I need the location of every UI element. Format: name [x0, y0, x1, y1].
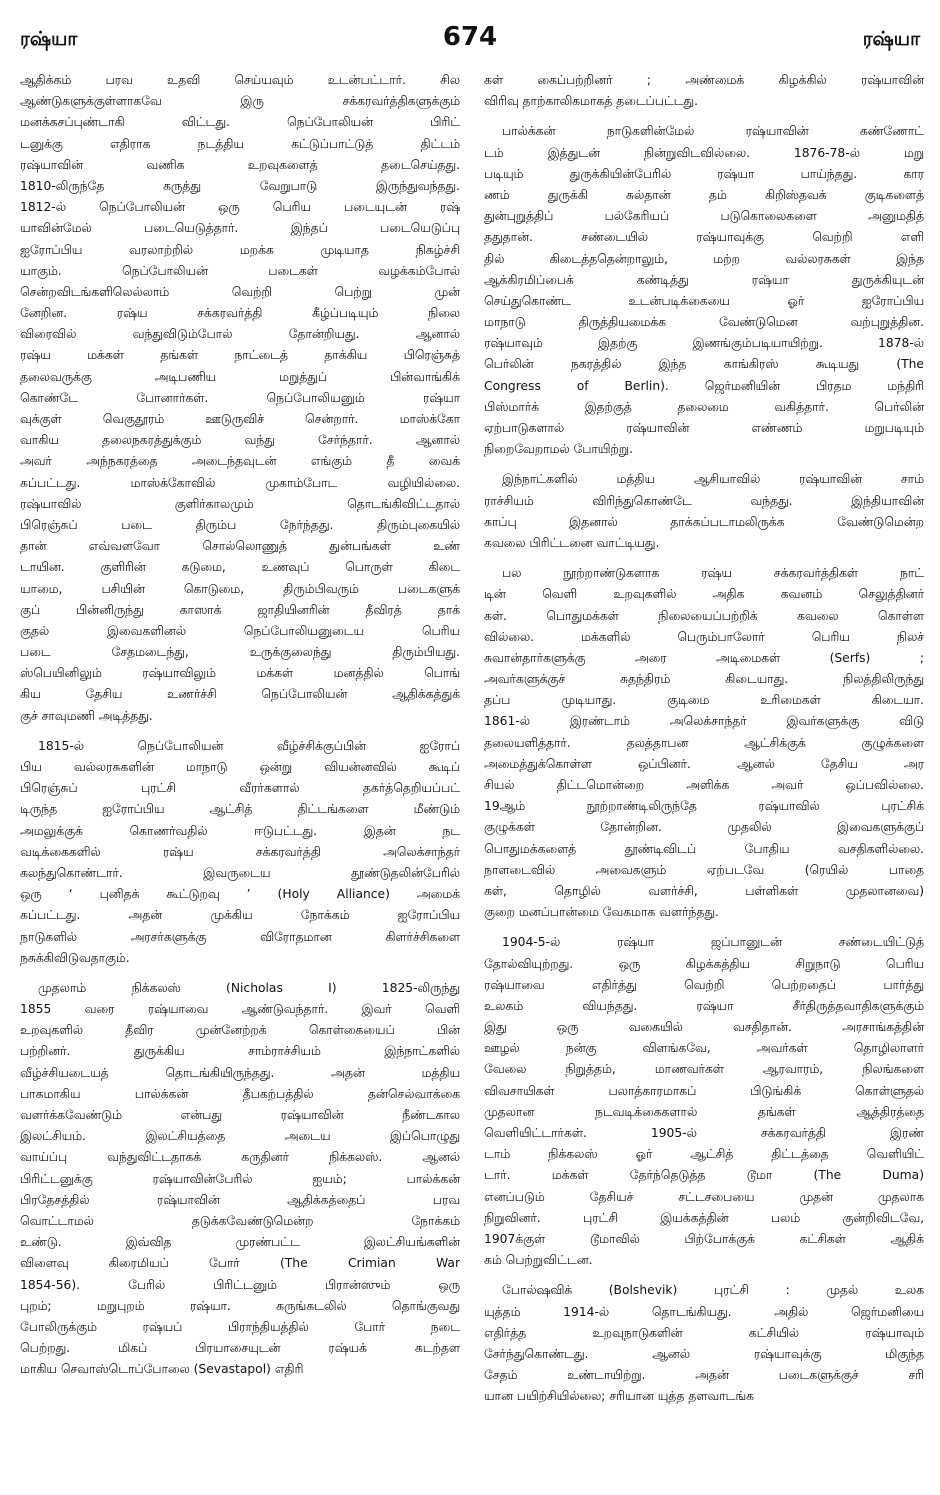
text-line: எனப்படும் தேசியச் சட்டசபையை முதன் முதலாக — [484, 1189, 924, 1204]
text-line: இந்நாட்களில் மத்திய ஆசியாவில் ரஷ்யாவின் சாம் — [502, 472, 924, 487]
text-line: 1854-56). பேரில் பிரிட்டனும் பிரான்ஸும் ஒரு — [20, 1277, 460, 1292]
paragraph-gap — [484, 1271, 924, 1280]
paragraph — [484, 1280, 924, 1407]
text-line: னேறின. ரஷ்ய சக்கரவர்த்தி கீழ்ப்படியும் நிலை — [20, 306, 460, 321]
text-line: இலட்சியம். இலட்சியத்தை அடைய இப்பொழுது — [20, 1129, 460, 1144]
text-line: யான பயிற்சியில்லை; சரியான யுத்த தளவாடங்க — [484, 1389, 754, 1404]
text-line: உலகம் வியந்தது. ரஷ்யா சீர்திருத்தவாதிகளுக்கும் — [484, 998, 924, 1013]
running-head-left: ரஷ்யா — [20, 28, 78, 50]
text-line: ரஷ்யாவை எதிர்த்து வெற்றி பெற்றதைப் பார்த்து — [484, 977, 924, 992]
text-line: நசுக்கிவிடுவதாகும். — [20, 950, 130, 965]
paragraph — [20, 736, 460, 969]
paragraph — [484, 469, 924, 554]
text-line: மாகிய செவாஸ்டொப்போலை (Sevastapol) எதிரி — [20, 1362, 304, 1377]
text-line: 1812-ல் நெப்போலியன் ஒரு பெரிய படையுடன் ரஷ் — [20, 200, 460, 215]
text-line: கலந்துகொண்டார். இவருடைய தூண்டுதலின்பேரில் — [20, 865, 460, 880]
text-line: அவர்களுக்குச் சுதந்திரம் கிடையாது. நிலத்திலிருந்து — [484, 672, 924, 687]
text-line: வாய்ப்பு வந்துவிட்டதாகக் கருதினர் நிக்கலஸ். ஆனல் — [20, 1150, 460, 1165]
text-line: வில்லை. மக்களில் பெரும்பாலோர் பெரிய நிலச் — [484, 629, 924, 644]
text-line: ஆதிக்கம் பரவ உதவி செய்யவும் உடன்பட்டார். சில — [20, 73, 460, 87]
text-line: ஸ்பெயினிலும் ரஷ்யாவிலும் மக்கள் மனத்தில் பொங் — [20, 666, 460, 681]
text-line: ஒரு ‘ புனிதக் கூட்டுறவு ’ (Holy Alliance) அமைக் — [20, 887, 460, 902]
paragraph-gap — [484, 923, 924, 932]
text-line: படியும் துருக்கியின்பேரில் ரஷ்யா பாய்ந்தது. கார — [484, 166, 924, 181]
text-line: கள் கைப்பற்றினர் ; அண்மைக் கிழக்கில் ரஷ்யாவின் — [484, 73, 924, 87]
text-line: வேலை நிறுத்தம், மாணவர்கள் ஆரவாரம், நிலங்களை — [484, 1062, 924, 1077]
text-line: முதலான நடவடிக்கைகளால் தங்கள் ஆத்திரத்தை — [484, 1104, 924, 1119]
text-line: பற்றினர். துருக்கிய சாம்ராச்சியம் இந்நாட்களில் — [20, 1044, 460, 1059]
text-line: நாளடைவில் அவைகளும் ஏற்படவே (ரெயில் பாதை — [484, 862, 924, 877]
text-line: இது ஒரு வகையில் வசதிதான். அரசாங்கத்தின் — [484, 1020, 924, 1035]
text-line: விரிவு தாற்காலிகமாகத் தடைப்பட்டது. — [484, 94, 698, 109]
text-line: பிரிட்டனுக்கு ரஷ்யாவின்பேரில் ஐயம்; பால்க்கன் — [20, 1171, 460, 1186]
text-line: 1815-ல் நெப்போலியன் வீழ்ச்சிக்குப்பின் ஐரோப் — [38, 738, 460, 753]
text-line: பிஸ்மார்க் இதற்குத் தலைமை வகித்தார். பெர்லின் — [484, 399, 924, 414]
text-line: பால்க்கன் நாடுகளின்மேல் ரஷ்யாவின் கண்ணோட் — [502, 124, 924, 139]
text-line: படை சேதமடைந்து, உருக்குலைந்து திரும்பியது. — [20, 645, 460, 660]
text-line: ஆண்டுகளுக்குள்ளாகவே இரு சக்கரவர்த்திகளுக்கும் — [20, 94, 460, 109]
paragraph-gap — [484, 460, 924, 469]
text-line: துன்புறுத்திப் பல்கேரியப் படுகொலைகளை அனுமதித் — [484, 209, 924, 224]
text-line: நிறுவினர். புரட்சி இயக்கத்தின் பலம் குன்றிவிடவே, — [484, 1210, 924, 1225]
text-line: தோல்வியுற்றது. ஒரு கிழக்கத்திய சிறுநாடு பெரிய — [484, 956, 924, 971]
right-column — [484, 70, 924, 1490]
text-line: மனக்கசப்புண்டாகி விட்டது. நெப்போலியன் பிரிட் — [20, 115, 460, 130]
text-line: பிரதேசத்தில் ரஷ்யாவின் ஆதிக்கத்தைப் பரவ — [20, 1192, 460, 1207]
text-line: பொதுமக்களைத் தூண்டிவிடப் போதிய வசதிகளில்லை. — [484, 841, 924, 856]
text-line: போல்ஷவிக் (Bolshevik) புரட்சி : முதல் உலக — [502, 1283, 924, 1298]
text-line: வொட்டாமல் தடுக்கவேண்டுமென்ற நோக்கம் — [20, 1213, 460, 1228]
text-line: வாகிய தலைநகரத்துக்கும் வந்து சேர்ந்தார். ஆனால் — [20, 433, 460, 448]
text-line: தில் கிடைத்ததென்றாலும், மற்ற வல்லரசுகள் இந்த — [484, 251, 924, 266]
text-line: ரஷ்ய மக்கள் தங்கள் நாட்டைத் தாக்கிய பிரெஞ்சுத் — [20, 348, 460, 363]
text-line: டிருந்த ஐரோப்பிய ஆட்சித் திட்டங்களை மீண்டும் — [20, 802, 460, 817]
text-line: பாகமாகிய பால்க்கன் தீபகற்பத்தில் தன்செல்வாக்கை — [20, 1086, 460, 1101]
text-line: குழுக்கள் தோன்றின. முதலில் இவைகளுக்குப் — [484, 820, 924, 835]
text-line: பிரெஞ்சுப் படை திரும்ப நேர்ந்தது. திரும்புகையில் — [20, 517, 460, 532]
text-line: சுவான்தார்களுக்கு அரை அடிமைகள் (Serfs) ; — [484, 650, 924, 665]
paragraph-gap — [484, 554, 924, 563]
text-line: யாமை, பசியின் கொடுமை, திரும்பிவரும் படைகளுக் — [20, 581, 460, 596]
text-line: பெர்லின் நகரத்தில் இந்த காங்கிரஸ் கூடியது (The — [484, 357, 924, 372]
text-line: அமைத்துக்கொள்ள ஒப்பினர். ஆனல் தேசிய அர — [484, 756, 924, 771]
text-line: தப்ப முடியாது. குடிமை உரிமைகள் கிடையா. — [484, 693, 924, 708]
text-line: ஐரோப்பிய வரலாற்றில் மறக்க முடியாத நிகழ்ச்சி — [20, 242, 460, 257]
text-line: கள், தொழில் வளர்ச்சி, பள்ளிகள் முதலானவை) — [484, 883, 924, 898]
text-line: பெற்றது. மிகப் பிரயாசையுடன் ரஷ்யக் கடற்தள — [20, 1341, 460, 1356]
text-line: ணம் துருக்கி சுல்தான் தம் கிறிஸ்தவக் குடிகளைத் — [484, 187, 924, 202]
text-line: டாம் நிக்கலஸ் ஓர் ஆட்சித் திட்டத்தை வெளியிட் — [484, 1147, 924, 1162]
text-line: விரைவில் வந்துவிடும்போல் தோன்றியது. ஆனால் — [20, 327, 460, 342]
text-line: முதலாம் நிக்கலஸ் (Nicholas I) 1825-லிருந்து — [38, 980, 460, 995]
paragraph — [20, 978, 460, 1381]
text-line: அவர் அந்நகரத்தை அடைந்தவுடன் எங்கும் தீ வைக் — [20, 454, 460, 469]
text-line: 1855 வரை ரஷ்யாவை ஆண்டுவந்தார். இவர் வெளி — [20, 1002, 460, 1017]
text-line: டாயின. குளிரின் கடுமை, உணவுப் பொருள் கிடை — [20, 560, 460, 575]
text-line: கப்பட்டது. மாஸ்க்கோவில் முகாம்போட வழியில்லை. — [20, 475, 460, 490]
text-line: டின் வெளி உறவுகளில் அதிக கவனம் செலுத்தினர் — [484, 587, 924, 602]
paragraph — [484, 70, 924, 112]
text-line: 19ஆம் நூற்றாண்டிலிருந்தே ரஷ்யாவில் புரட்சிக் — [484, 799, 924, 814]
text-line: 1904-5-ல் ரஷ்யா ஜப்பானுடன் சண்டையிட்டுத் — [502, 935, 924, 950]
page-number: 674 — [442, 22, 498, 52]
text-line: கொண்டே போனார்கள். நெப்போலியனும் ரஷ்யா — [20, 390, 460, 405]
text-line: போலிருக்கும் ரஷ்யப் பிராந்தியத்தில் போர் நடை — [20, 1319, 460, 1334]
paragraph-gap — [484, 112, 924, 121]
text-line: ததுதான். சண்டையில் ரஷ்யாவுக்கு வெற்றி எளி — [484, 230, 924, 245]
text-line: வடிக்கைகளில் ரஷ்ய சக்கரவர்த்தி அலெக்சாந்தர் — [20, 844, 460, 859]
text-line: ஊழல் நன்கு விளங்கவே, அவர்கள் தொழிலாளர் — [484, 1041, 924, 1056]
page-header — [20, 22, 920, 60]
text-line: குறை மனப்பான்மை வேகமாக வளர்ந்தது. — [484, 905, 719, 920]
text-line: ராச்சியம் விரிந்துகொண்டே வந்தது. இந்தியாவின் — [484, 493, 924, 508]
text-line: நாடுகளில் அரசர்களுக்கு விரோதமான கிளர்ச்சிகளை — [20, 929, 460, 944]
text-line: செய்துகொண்ட உடன்படிக்கையை ஓர் ஐரோப்பிய — [484, 293, 924, 308]
text-line: பிரெஞ்சுப் புரட்சி வீரர்களால் தகர்த்தெறியப்பட் — [20, 781, 460, 796]
text-line: புறம்; மறுபுறம் ரஷ்யா. கருங்கடலில் தொங்குவது — [20, 1298, 460, 1313]
paragraph — [484, 121, 924, 460]
paragraph — [484, 563, 924, 923]
text-line: பல நூற்றாண்டுகளாக ரஷ்ய சக்கரவர்த்திகள் நாட் — [502, 566, 924, 581]
text-line: யுத்தம் 1914-ல் தொடங்கியது. அதில் ஜெர்மனியை — [484, 1304, 924, 1319]
text-line: ரஷ்யாவும் இதற்கு இணங்கும்படியாயிற்று. 1878-ல் — [484, 336, 924, 351]
text-line: கவலை பிரிட்டனை வாட்டியது. — [484, 535, 660, 550]
text-line: தலையளித்தார். தலத்தாபன ஆட்சிக்குக் குழுக்களை — [484, 735, 924, 750]
text-line: யாவின்மேல் படையெடுத்தார். இந்தப் படையெடுப்பு — [20, 221, 460, 236]
text-line: பிய வல்லரசுகளின் மாநாடு ஒன்று வியன்னவில் கூடிப் — [20, 760, 460, 774]
text-line: டனுக்கு எதிராக நடத்திய கட்டுப்பாட்டுத் திட்டம் — [20, 136, 460, 151]
text-line: கள். பொதுமக்கள் நிலையைப்பற்றிக் கவலை கொள்ள — [484, 608, 924, 623]
text-line: வுக்குள் வெகுதூரம் ஊடுருவிச் சென்றார். மாஸ்க்கோ — [20, 412, 460, 426]
text-line: கம் பெற்றுவிட்டன. — [484, 1253, 593, 1268]
text-line: சேர்ந்துகொண்டது. ஆனல் ரஷ்யாவுக்கு மிகுந்த — [484, 1346, 924, 1361]
text-line: ரஷ்யாவில் குளிர்காலமும் தொடங்கிவிட்டதால் — [20, 496, 460, 511]
text-line: நிறைவேறாமல் போயிற்று. — [484, 442, 633, 457]
text-line: 1861-ல் இரண்டாம் அலெக்சாந்தர் இவர்களுக்கு விடு — [484, 714, 924, 729]
text-line: 1907க்குள் டூமாவில் பிற்போக்குக் கட்சிகள் ஆதிக் — [484, 1231, 924, 1246]
text-line: விளைவு கிரைமியப் போர் (The Crimian War — [20, 1256, 460, 1271]
paragraph — [20, 70, 460, 727]
text-line: எதிர்த்த உறவுநாடுகளின் கட்சியில் ரஷ்யாவும் — [484, 1325, 924, 1340]
text-line: விவசாயிகள் பலாத்காரமாகப் பிடுங்கிக் கொள்ளுதல் — [484, 1083, 924, 1098]
text-line: அமலுக்குக் கொணர்வதில் ஈடுபட்டது. இதன் நட — [20, 823, 460, 838]
text-line: தலைவருக்கு அடிபணிய மறுத்துப் பின்வாங்கிக் — [20, 369, 460, 384]
text-line: காப்பு இதனால் தாக்கப்படாமலிருக்க வேண்டுமென்ற — [484, 514, 924, 529]
text-line: சியல் திட்டமொன்றை அளிக்க அவர் ஒப்பவில்லை. — [484, 778, 924, 792]
text-line: கிய தேசிய உணர்ச்சி நெப்போலியன் ஆதிக்கத்துக் — [20, 687, 460, 702]
text-line: 1810-லிருந்தே கருத்து வேறுபாடு இருந்துவந்தது. — [20, 178, 460, 193]
text-line: கப்பட்டது. அதன் முக்கிய நோக்கம் ஐரோப்பிய — [20, 908, 460, 923]
text-line: குப் பின்னிருந்து காஸாக் ஜாதியினரின் தீவிரத் தாக் — [20, 602, 460, 617]
text-line: ஆக்கிரமிப்பைக் கண்டித்து ரஷ்யா துருக்கியுடன் — [484, 272, 924, 287]
paragraph-gap — [20, 727, 460, 736]
text-line: Congress of Berlin). ஜெர்மனியின் பிரதம மந்திரி — [484, 378, 924, 393]
paragraph-gap — [20, 969, 460, 978]
text-line: குதல் இவைகளினல் நெப்போலியனுடைய பெரிய — [20, 623, 460, 638]
text-line: சேதம் உண்டாயிற்று. அதன் படைகளுக்குச் சரி — [484, 1368, 924, 1383]
text-line: குச் சாவுமணி அடித்தது. — [20, 708, 153, 723]
paragraph — [484, 932, 924, 1271]
text-line: ரஷ்யாவின் வணிக உறவுகளைத் தடைசெய்தது. — [20, 157, 460, 172]
text-line: டார். மக்கள் தேர்ந்தெடுத்த டூமா (The Duma) — [484, 1168, 924, 1183]
text-line: தான் எவ்வளவோ சொல்லொணுத் துன்பங்கள் உண் — [20, 539, 460, 554]
text-line: டம் இத்துடன் நின்றுவிடவில்லை. 1876-78-ல் மறு — [484, 145, 924, 160]
text-line: வெளியிட்டார்கள். 1905-ல் சக்கரவர்த்தி இரண் — [484, 1126, 924, 1140]
running-head-right: ரஷ்யா — [862, 28, 920, 50]
text-line: மாநாடு திருத்தியமைக்க வேண்டுமென வற்புறுத்தின. — [484, 315, 924, 330]
text-line: உண்டு. இவ்வித முரண்பட்ட இலட்சியங்களின் — [20, 1235, 460, 1250]
text-line: வளர்க்கவேண்டும் என்பது ரஷ்யாவின் நீண்டகால — [20, 1108, 460, 1122]
text-line: வீழ்ச்சியடையத் தொடங்கியிருந்தது. அதன் மத்திய — [20, 1065, 460, 1080]
left-column — [20, 70, 460, 1490]
text-line: ஏற்பாடுகளால் ரஷ்யாவின் எண்ணம் மறுபடியும் — [484, 421, 924, 435]
text-line: சென்றவிடங்களிலெல்லாம் வெற்றி பெற்று முன் — [20, 284, 460, 299]
text-line: யாகும். நெப்போலியன் படைகள் வழக்கம்போல் — [20, 263, 460, 278]
text-line: உறவுகளில் தீவிர முன்னேற்றக் கொள்கையைப் பின் — [20, 1023, 460, 1038]
